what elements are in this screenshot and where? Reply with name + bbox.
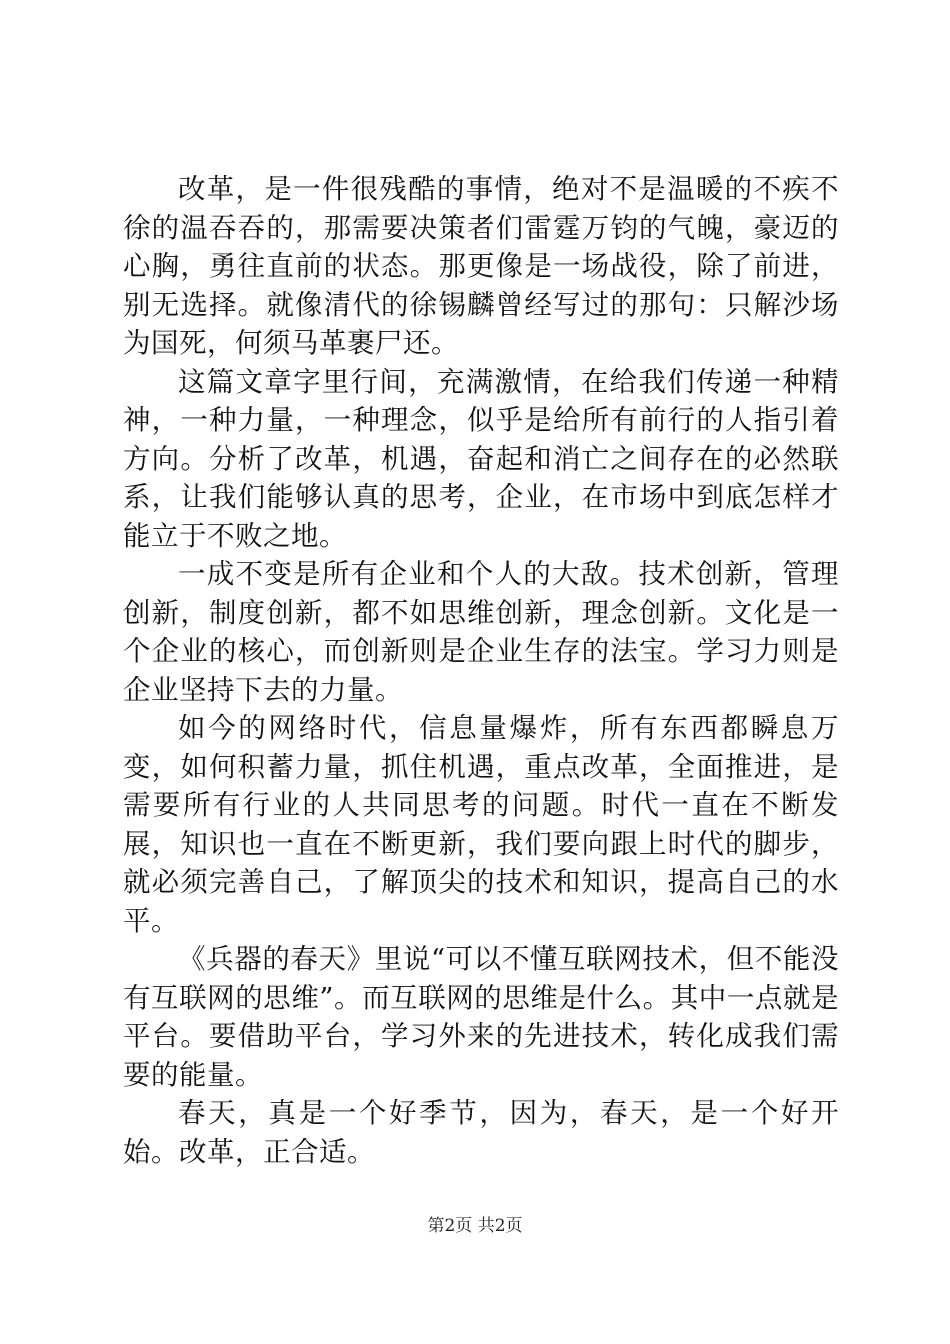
paragraph-internet-thinking: 《兵器的春天》里说“可以不懂互联网技术，但不能没有互联网的思维”。而互联网的思维是什么。其中一点就是平台。要借助平台，学习外来的先进技术，转化成我们需要的能量。 bbox=[123, 943, 839, 1091]
paragraph-reform: 改革，是一件很残酷的事情，绝对不是温暖的不疾不徐的温吞吞的，那需要决策者们雷霆万钧的气魄，豪迈的心胸，勇往直前的状态。那更像是一场战役，除了前进，别无选择。就像清代的徐锡麟曾经写过的那句：只解沙场为国死，何须马革裹尸还。 bbox=[123, 173, 839, 359]
page-number-footer: 第2页 共2页 bbox=[427, 1216, 523, 1236]
paragraph-innovation: 一成不变是所有企业和个人的大敌。技术创新，管理创新，制度创新，都不如思维创新，理念创新。文化是一个企业的核心，而创新则是企业生存的法宝。学习力则是企业坚持下去的力量。 bbox=[123, 558, 839, 706]
paragraph-spring: 春天，真是一个好季节，因为，春天，是一个好开始。改革，正合适。 bbox=[123, 1097, 839, 1168]
paragraph-network-era: 如今的网络时代，信息量爆炸，所有东西都瞬息万变，如何积蓄力量，抓住机遇，重点改革，全面推进，是需要所有行业的人共同思考的问题。时代一直在不断发展，知识也一直在不断更新，我们要向跟上时代的脚步，就必须完善自己，了解顶尖的技术和知识，提高自己的水平。 bbox=[123, 712, 839, 937]
paragraph-article-passion: 这篇文章字里行间，充满激情，在给我们传递一种精神，一种力量，一种理念，似乎是给所有前行的人指引着方向。分析了改革，机遇，奋起和消亡之间存在的必然联系，让我们能够认真的思考，企业，在市场中到底怎样才能立于不败之地。 bbox=[123, 365, 839, 552]
document-body bbox=[123, 170, 839, 1171]
